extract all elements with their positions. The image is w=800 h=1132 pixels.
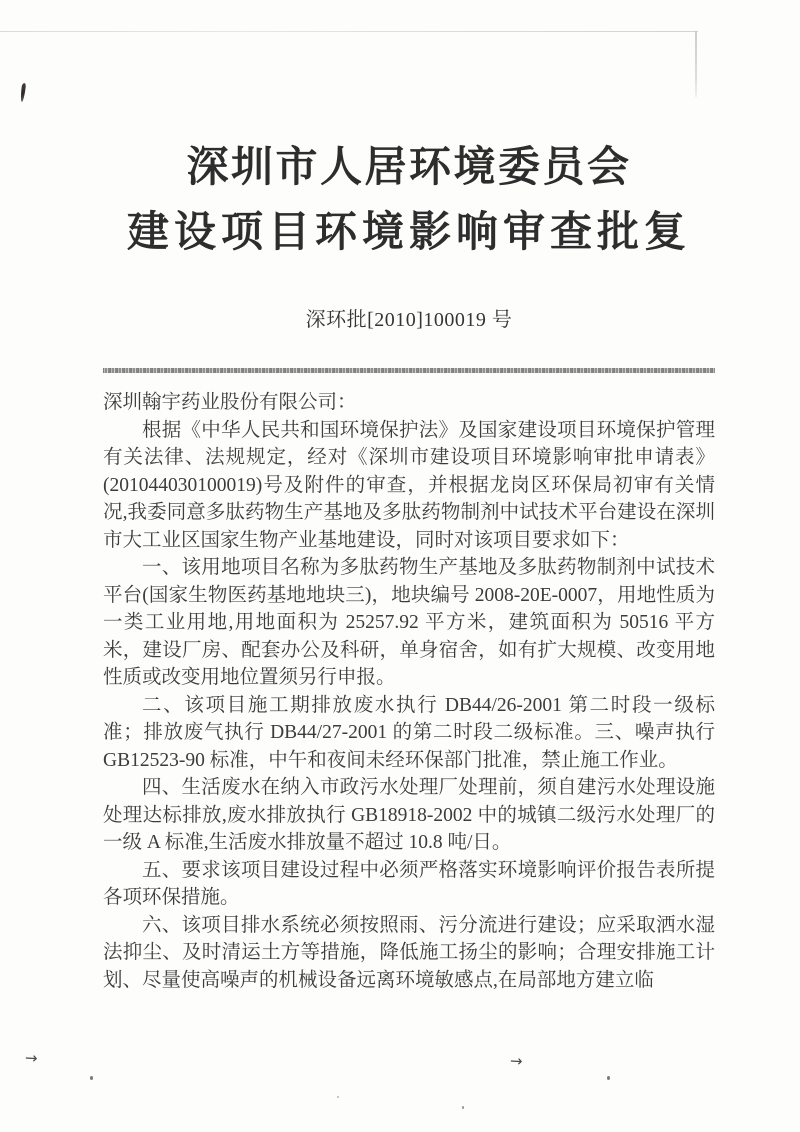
scan-speck xyxy=(607,1076,610,1080)
ink-smudge-mark xyxy=(20,83,26,102)
paragraph-item-2-3: 二、该项目施工期排放废水执行 DB44/26-2001 第二时段一级标准；排放废气执行 DB44/27-2001 的第二时段二级标准。三、噪声执行 GB12523-90 标准，中午和夜间未经环保部门批准，禁止施工作业。 xyxy=(103,694,715,771)
scan-speck xyxy=(90,1076,93,1080)
document-title xyxy=(103,136,715,266)
recipient-line: 深圳翰宇药业股份有限公司： xyxy=(103,392,357,413)
document-title-line-1: 深圳市人居环境委员会 xyxy=(186,145,632,191)
paragraph-intro: 根据《中华人民共和国环境保护法》及国家建设项目环境保护管理有关法律、法规规定，经对《深圳市建设项目环境影响审批申请表》(201044030100019)号及附件的审查，并根据龙岗区环保局初审有关情况,我委同意多肽药物生产基地及多肽药物制剂中试技术平台建设在深圳市大工业区国家生物产业基地建设，同时对该项目要求如下： xyxy=(103,419,715,551)
paragraph-item-4: 四、生活废水在纳入市政污水处理厂处理前，须自建污水处理设施处理达标排放,废水排放执行 GB18918-2002 中的城镇二级污水处理厂的一级 A 标准,生活废水排放量不超过 10.8 吨/日。 xyxy=(103,777,715,853)
document-body xyxy=(103,389,715,994)
scan-arrow-mark-right: → xyxy=(509,1051,524,1071)
document-content xyxy=(103,0,715,994)
scan-arrow-mark-left: → xyxy=(24,1048,39,1068)
horizontal-divider xyxy=(103,368,715,373)
document-title-line-2: 建设项目环境影响审查批复 xyxy=(126,210,691,256)
paragraph-item-6: 六、该项目排水系统必须按照雨、污分流进行建设；应采取洒水湿法抑尘、及时清运土方等措施，降低施工扬尘的影响；合理安排施工计划、尽量使高噪声的机械设备远离环境敏感点,在局部地方建立临 xyxy=(103,914,715,991)
scan-speck xyxy=(337,1096,339,1098)
document-number: 深环批[2010]100019 号 xyxy=(305,309,513,331)
paragraph-item-5: 五、要求该项目建设过程中必须严格落实环境影响评价报告表所提各项环保措施。 xyxy=(103,859,715,908)
paragraph-item-1: 一、该用地项目名称为多肽药物生产基地及多肽药物制剂中试技术平台(国家生物医药基地地块三)，地块编号 2008-20E-0007，用地性质为一类工业用地,用地面积为 25257.92 平方米，建筑面积为 50516 平方米，建设厂房、配套办公及科研，单身宿舍，如有扩大规模、改变用地性质或改变用地位置须另行申报。 xyxy=(103,557,715,688)
scan-speck xyxy=(462,1106,464,1109)
